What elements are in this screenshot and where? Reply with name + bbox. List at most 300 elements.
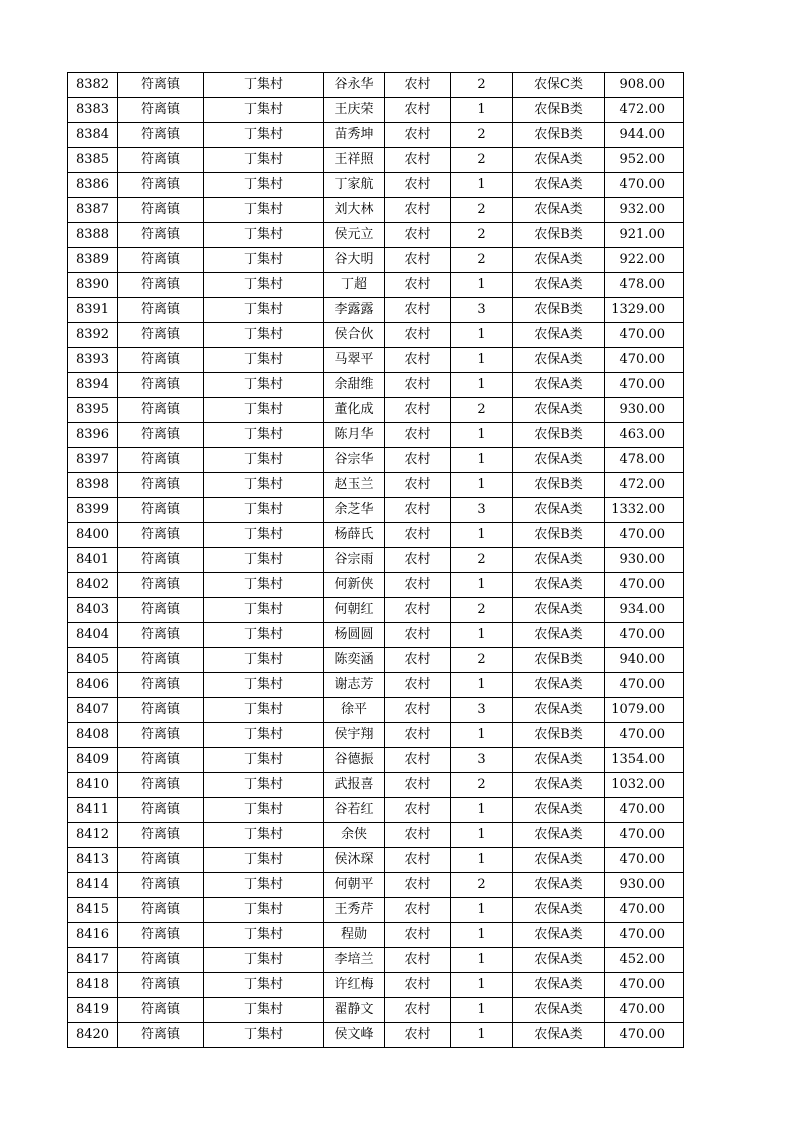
table-row xyxy=(68,1023,684,1048)
row-number: 8390 xyxy=(68,273,118,298)
table-row xyxy=(68,973,684,998)
area-cell: 农村 xyxy=(385,348,451,373)
table-row xyxy=(68,648,684,673)
table-row xyxy=(68,123,684,148)
amount-cell: 470.00 xyxy=(605,348,684,373)
area-cell: 农村 xyxy=(385,948,451,973)
category-cell: 农保B类 xyxy=(513,423,605,448)
name-cell: 谢志芳 xyxy=(324,673,385,698)
row-number: 8388 xyxy=(68,223,118,248)
category-cell: 农保A类 xyxy=(513,498,605,523)
table-row xyxy=(68,248,684,273)
amount-cell: 452.00 xyxy=(605,948,684,973)
household-count-cell: 1 xyxy=(451,798,513,823)
row-number: 8420 xyxy=(68,1023,118,1048)
town-cell: 符离镇 xyxy=(118,998,204,1023)
table-row xyxy=(68,723,684,748)
town-cell: 符离镇 xyxy=(118,273,204,298)
area-cell: 农村 xyxy=(385,198,451,223)
row-number: 8413 xyxy=(68,848,118,873)
name-cell: 王庆荣 xyxy=(324,98,385,123)
village-cell: 丁集村 xyxy=(204,148,324,173)
row-number: 8383 xyxy=(68,98,118,123)
village-cell: 丁集村 xyxy=(204,648,324,673)
area-cell: 农村 xyxy=(385,273,451,298)
amount-cell: 932.00 xyxy=(605,198,684,223)
row-number: 8397 xyxy=(68,448,118,473)
village-cell: 丁集村 xyxy=(204,123,324,148)
village-cell: 丁集村 xyxy=(204,348,324,373)
village-cell: 丁集村 xyxy=(204,573,324,598)
name-cell: 谷德振 xyxy=(324,748,385,773)
table-row xyxy=(68,623,684,648)
household-count-cell: 1 xyxy=(451,723,513,748)
town-cell: 符离镇 xyxy=(118,1023,204,1048)
category-cell: 农保A类 xyxy=(513,548,605,573)
row-number: 8418 xyxy=(68,973,118,998)
table-row xyxy=(68,698,684,723)
village-cell: 丁集村 xyxy=(204,373,324,398)
category-cell: 农保B类 xyxy=(513,298,605,323)
village-cell: 丁集村 xyxy=(204,998,324,1023)
category-cell: 农保A类 xyxy=(513,773,605,798)
amount-cell: 922.00 xyxy=(605,248,684,273)
relief-table xyxy=(67,72,684,1048)
name-cell: 何朝红 xyxy=(324,598,385,623)
town-cell: 符离镇 xyxy=(118,948,204,973)
row-number: 8382 xyxy=(68,73,118,98)
row-number: 8404 xyxy=(68,623,118,648)
row-number: 8412 xyxy=(68,823,118,848)
household-count-cell: 1 xyxy=(451,898,513,923)
area-cell: 农村 xyxy=(385,523,451,548)
household-count-cell: 1 xyxy=(451,673,513,698)
category-cell: 农保A类 xyxy=(513,373,605,398)
category-cell: 农保A类 xyxy=(513,898,605,923)
table-row xyxy=(68,898,684,923)
name-cell: 谷宗雨 xyxy=(324,548,385,573)
village-cell: 丁集村 xyxy=(204,948,324,973)
table-row xyxy=(68,873,684,898)
village-cell: 丁集村 xyxy=(204,823,324,848)
name-cell: 余甜维 xyxy=(324,373,385,398)
row-number: 8384 xyxy=(68,123,118,148)
household-count-cell: 2 xyxy=(451,198,513,223)
category-cell: 农保A类 xyxy=(513,798,605,823)
household-count-cell: 3 xyxy=(451,748,513,773)
table-row xyxy=(68,473,684,498)
table-row xyxy=(68,773,684,798)
village-cell: 丁集村 xyxy=(204,98,324,123)
table-body xyxy=(68,73,684,1048)
area-cell: 农村 xyxy=(385,823,451,848)
amount-cell: 1329.00 xyxy=(605,298,684,323)
household-count-cell: 1 xyxy=(451,1023,513,1048)
category-cell: 农保A类 xyxy=(513,948,605,973)
household-count-cell: 3 xyxy=(451,698,513,723)
household-count-cell: 2 xyxy=(451,73,513,98)
category-cell: 农保C类 xyxy=(513,73,605,98)
village-cell: 丁集村 xyxy=(204,723,324,748)
area-cell: 农村 xyxy=(385,873,451,898)
town-cell: 符离镇 xyxy=(118,248,204,273)
area-cell: 农村 xyxy=(385,448,451,473)
village-cell: 丁集村 xyxy=(204,323,324,348)
category-cell: 农保A类 xyxy=(513,1023,605,1048)
name-cell: 徐平 xyxy=(324,698,385,723)
amount-cell: 470.00 xyxy=(605,898,684,923)
category-cell: 农保A类 xyxy=(513,823,605,848)
table-row xyxy=(68,923,684,948)
household-count-cell: 3 xyxy=(451,498,513,523)
amount-cell: 470.00 xyxy=(605,373,684,398)
row-number: 8406 xyxy=(68,673,118,698)
town-cell: 符离镇 xyxy=(118,98,204,123)
household-count-cell: 3 xyxy=(451,298,513,323)
name-cell: 刘大林 xyxy=(324,198,385,223)
name-cell: 何朝平 xyxy=(324,873,385,898)
name-cell: 侯合伙 xyxy=(324,323,385,348)
table-row xyxy=(68,373,684,398)
name-cell: 侯沐琛 xyxy=(324,848,385,873)
village-cell: 丁集村 xyxy=(204,173,324,198)
amount-cell: 470.00 xyxy=(605,1023,684,1048)
town-cell: 符离镇 xyxy=(118,598,204,623)
village-cell: 丁集村 xyxy=(204,248,324,273)
area-cell: 农村 xyxy=(385,1023,451,1048)
area-cell: 农村 xyxy=(385,848,451,873)
town-cell: 符离镇 xyxy=(118,723,204,748)
village-cell: 丁集村 xyxy=(204,548,324,573)
row-number: 8407 xyxy=(68,698,118,723)
row-number: 8414 xyxy=(68,873,118,898)
name-cell: 许红梅 xyxy=(324,973,385,998)
table-row xyxy=(68,523,684,548)
category-cell: 农保A类 xyxy=(513,148,605,173)
area-cell: 农村 xyxy=(385,923,451,948)
area-cell: 农村 xyxy=(385,98,451,123)
village-cell: 丁集村 xyxy=(204,673,324,698)
table-row xyxy=(68,198,684,223)
area-cell: 农村 xyxy=(385,673,451,698)
area-cell: 农村 xyxy=(385,498,451,523)
row-number: 8396 xyxy=(68,423,118,448)
table-row xyxy=(68,73,684,98)
town-cell: 符离镇 xyxy=(118,348,204,373)
amount-cell: 1332.00 xyxy=(605,498,684,523)
town-cell: 符离镇 xyxy=(118,523,204,548)
row-number: 8417 xyxy=(68,948,118,973)
category-cell: 农保A类 xyxy=(513,573,605,598)
table-row xyxy=(68,298,684,323)
table-row xyxy=(68,598,684,623)
name-cell: 谷大明 xyxy=(324,248,385,273)
amount-cell: 470.00 xyxy=(605,573,684,598)
amount-cell: 470.00 xyxy=(605,998,684,1023)
town-cell: 符离镇 xyxy=(118,923,204,948)
area-cell: 农村 xyxy=(385,73,451,98)
category-cell: 农保A类 xyxy=(513,623,605,648)
table-row xyxy=(68,398,684,423)
amount-cell: 1032.00 xyxy=(605,773,684,798)
household-count-cell: 2 xyxy=(451,148,513,173)
row-number: 8408 xyxy=(68,723,118,748)
village-cell: 丁集村 xyxy=(204,498,324,523)
town-cell: 符离镇 xyxy=(118,173,204,198)
table-row xyxy=(68,798,684,823)
row-number: 8411 xyxy=(68,798,118,823)
area-cell: 农村 xyxy=(385,173,451,198)
town-cell: 符离镇 xyxy=(118,298,204,323)
amount-cell: 1079.00 xyxy=(605,698,684,723)
amount-cell: 470.00 xyxy=(605,173,684,198)
table-row xyxy=(68,273,684,298)
household-count-cell: 2 xyxy=(451,598,513,623)
household-count-cell: 1 xyxy=(451,573,513,598)
household-count-cell: 2 xyxy=(451,223,513,248)
table-row xyxy=(68,748,684,773)
table-row xyxy=(68,173,684,198)
category-cell: 农保A类 xyxy=(513,173,605,198)
area-cell: 农村 xyxy=(385,698,451,723)
area-cell: 农村 xyxy=(385,623,451,648)
town-cell: 符离镇 xyxy=(118,373,204,398)
category-cell: 农保B类 xyxy=(513,98,605,123)
name-cell: 侯宇翔 xyxy=(324,723,385,748)
name-cell: 余侠 xyxy=(324,823,385,848)
town-cell: 符离镇 xyxy=(118,123,204,148)
village-cell: 丁集村 xyxy=(204,273,324,298)
category-cell: 农保A类 xyxy=(513,923,605,948)
name-cell: 陈月华 xyxy=(324,423,385,448)
row-number: 8393 xyxy=(68,348,118,373)
village-cell: 丁集村 xyxy=(204,848,324,873)
amount-cell: 470.00 xyxy=(605,673,684,698)
area-cell: 农村 xyxy=(385,748,451,773)
name-cell: 谷宗华 xyxy=(324,448,385,473)
amount-cell: 470.00 xyxy=(605,973,684,998)
category-cell: 农保B类 xyxy=(513,523,605,548)
table-row xyxy=(68,673,684,698)
table-row xyxy=(68,348,684,373)
town-cell: 符离镇 xyxy=(118,148,204,173)
category-cell: 农保A类 xyxy=(513,198,605,223)
amount-cell: 472.00 xyxy=(605,98,684,123)
category-cell: 农保B类 xyxy=(513,723,605,748)
amount-cell: 930.00 xyxy=(605,398,684,423)
household-count-cell: 2 xyxy=(451,248,513,273)
amount-cell: 940.00 xyxy=(605,648,684,673)
amount-cell: 470.00 xyxy=(605,723,684,748)
village-cell: 丁集村 xyxy=(204,223,324,248)
household-count-cell: 1 xyxy=(451,823,513,848)
table-row xyxy=(68,573,684,598)
name-cell: 丁超 xyxy=(324,273,385,298)
household-count-cell: 2 xyxy=(451,548,513,573)
row-number: 8402 xyxy=(68,573,118,598)
category-cell: 农保B类 xyxy=(513,473,605,498)
row-number: 8387 xyxy=(68,198,118,223)
town-cell: 符离镇 xyxy=(118,498,204,523)
row-number: 8394 xyxy=(68,373,118,398)
row-number: 8385 xyxy=(68,148,118,173)
name-cell: 程勋 xyxy=(324,923,385,948)
household-count-cell: 1 xyxy=(451,923,513,948)
household-count-cell: 1 xyxy=(451,423,513,448)
amount-cell: 470.00 xyxy=(605,798,684,823)
name-cell: 李露露 xyxy=(324,298,385,323)
amount-cell: 934.00 xyxy=(605,598,684,623)
village-cell: 丁集村 xyxy=(204,1023,324,1048)
household-count-cell: 1 xyxy=(451,373,513,398)
village-cell: 丁集村 xyxy=(204,773,324,798)
name-cell: 杨薛氏 xyxy=(324,523,385,548)
amount-cell: 944.00 xyxy=(605,123,684,148)
area-cell: 农村 xyxy=(385,648,451,673)
area-cell: 农村 xyxy=(385,573,451,598)
area-cell: 农村 xyxy=(385,398,451,423)
amount-cell: 478.00 xyxy=(605,448,684,473)
village-cell: 丁集村 xyxy=(204,298,324,323)
household-count-cell: 1 xyxy=(451,523,513,548)
town-cell: 符离镇 xyxy=(118,873,204,898)
row-number: 8405 xyxy=(68,648,118,673)
area-cell: 农村 xyxy=(385,898,451,923)
household-count-cell: 2 xyxy=(451,873,513,898)
row-number: 8401 xyxy=(68,548,118,573)
amount-cell: 470.00 xyxy=(605,923,684,948)
category-cell: 农保A类 xyxy=(513,748,605,773)
name-cell: 何新侠 xyxy=(324,573,385,598)
village-cell: 丁集村 xyxy=(204,623,324,648)
table-row xyxy=(68,498,684,523)
town-cell: 符离镇 xyxy=(118,898,204,923)
category-cell: 农保B类 xyxy=(513,648,605,673)
village-cell: 丁集村 xyxy=(204,198,324,223)
area-cell: 农村 xyxy=(385,773,451,798)
village-cell: 丁集村 xyxy=(204,748,324,773)
category-cell: 农保A类 xyxy=(513,448,605,473)
amount-cell: 470.00 xyxy=(605,823,684,848)
household-count-cell: 1 xyxy=(451,273,513,298)
area-cell: 农村 xyxy=(385,798,451,823)
town-cell: 符离镇 xyxy=(118,798,204,823)
village-cell: 丁集村 xyxy=(204,898,324,923)
village-cell: 丁集村 xyxy=(204,973,324,998)
area-cell: 农村 xyxy=(385,223,451,248)
row-number: 8403 xyxy=(68,598,118,623)
town-cell: 符离镇 xyxy=(118,573,204,598)
area-cell: 农村 xyxy=(385,123,451,148)
amount-cell: 930.00 xyxy=(605,548,684,573)
area-cell: 农村 xyxy=(385,598,451,623)
name-cell: 苗秀坤 xyxy=(324,123,385,148)
category-cell: 农保B类 xyxy=(513,123,605,148)
town-cell: 符离镇 xyxy=(118,398,204,423)
name-cell: 谷若红 xyxy=(324,798,385,823)
table-row xyxy=(68,848,684,873)
name-cell: 翟静文 xyxy=(324,998,385,1023)
name-cell: 武报喜 xyxy=(324,773,385,798)
village-cell: 丁集村 xyxy=(204,473,324,498)
area-cell: 农村 xyxy=(385,548,451,573)
row-number: 8409 xyxy=(68,748,118,773)
name-cell: 马翠平 xyxy=(324,348,385,373)
table-row xyxy=(68,98,684,123)
row-number: 8395 xyxy=(68,398,118,423)
area-cell: 农村 xyxy=(385,473,451,498)
village-cell: 丁集村 xyxy=(204,73,324,98)
table-row xyxy=(68,423,684,448)
amount-cell: 470.00 xyxy=(605,623,684,648)
household-count-cell: 1 xyxy=(451,323,513,348)
amount-cell: 472.00 xyxy=(605,473,684,498)
area-cell: 农村 xyxy=(385,998,451,1023)
category-cell: 农保A类 xyxy=(513,598,605,623)
name-cell: 侯元立 xyxy=(324,223,385,248)
table-row xyxy=(68,548,684,573)
name-cell: 谷永华 xyxy=(324,73,385,98)
town-cell: 符离镇 xyxy=(118,448,204,473)
amount-cell: 1354.00 xyxy=(605,748,684,773)
area-cell: 农村 xyxy=(385,373,451,398)
category-cell: 农保B类 xyxy=(513,223,605,248)
row-number: 8399 xyxy=(68,498,118,523)
category-cell: 农保A类 xyxy=(513,273,605,298)
village-cell: 丁集村 xyxy=(204,523,324,548)
category-cell: 农保A类 xyxy=(513,248,605,273)
name-cell: 丁家航 xyxy=(324,173,385,198)
town-cell: 符离镇 xyxy=(118,473,204,498)
household-count-cell: 2 xyxy=(451,773,513,798)
household-count-cell: 2 xyxy=(451,648,513,673)
amount-cell: 478.00 xyxy=(605,273,684,298)
town-cell: 符离镇 xyxy=(118,698,204,723)
town-cell: 符离镇 xyxy=(118,73,204,98)
table-row xyxy=(68,998,684,1023)
row-number: 8392 xyxy=(68,323,118,348)
table-row xyxy=(68,223,684,248)
amount-cell: 908.00 xyxy=(605,73,684,98)
household-count-cell: 2 xyxy=(451,123,513,148)
amount-cell: 470.00 xyxy=(605,323,684,348)
category-cell: 农保A类 xyxy=(513,323,605,348)
village-cell: 丁集村 xyxy=(204,923,324,948)
category-cell: 农保A类 xyxy=(513,873,605,898)
name-cell: 杨圆圆 xyxy=(324,623,385,648)
household-count-cell: 1 xyxy=(451,473,513,498)
category-cell: 农保A类 xyxy=(513,848,605,873)
village-cell: 丁集村 xyxy=(204,698,324,723)
household-count-cell: 1 xyxy=(451,173,513,198)
category-cell: 农保A类 xyxy=(513,348,605,373)
town-cell: 符离镇 xyxy=(118,323,204,348)
town-cell: 符离镇 xyxy=(118,648,204,673)
village-cell: 丁集村 xyxy=(204,398,324,423)
category-cell: 农保A类 xyxy=(513,973,605,998)
household-count-cell: 1 xyxy=(451,973,513,998)
town-cell: 符离镇 xyxy=(118,748,204,773)
household-count-cell: 1 xyxy=(451,348,513,373)
name-cell: 陈奕涵 xyxy=(324,648,385,673)
table-row xyxy=(68,823,684,848)
household-count-cell: 1 xyxy=(451,848,513,873)
category-cell: 农保A类 xyxy=(513,998,605,1023)
amount-cell: 952.00 xyxy=(605,148,684,173)
town-cell: 符离镇 xyxy=(118,223,204,248)
area-cell: 农村 xyxy=(385,723,451,748)
row-number: 8415 xyxy=(68,898,118,923)
